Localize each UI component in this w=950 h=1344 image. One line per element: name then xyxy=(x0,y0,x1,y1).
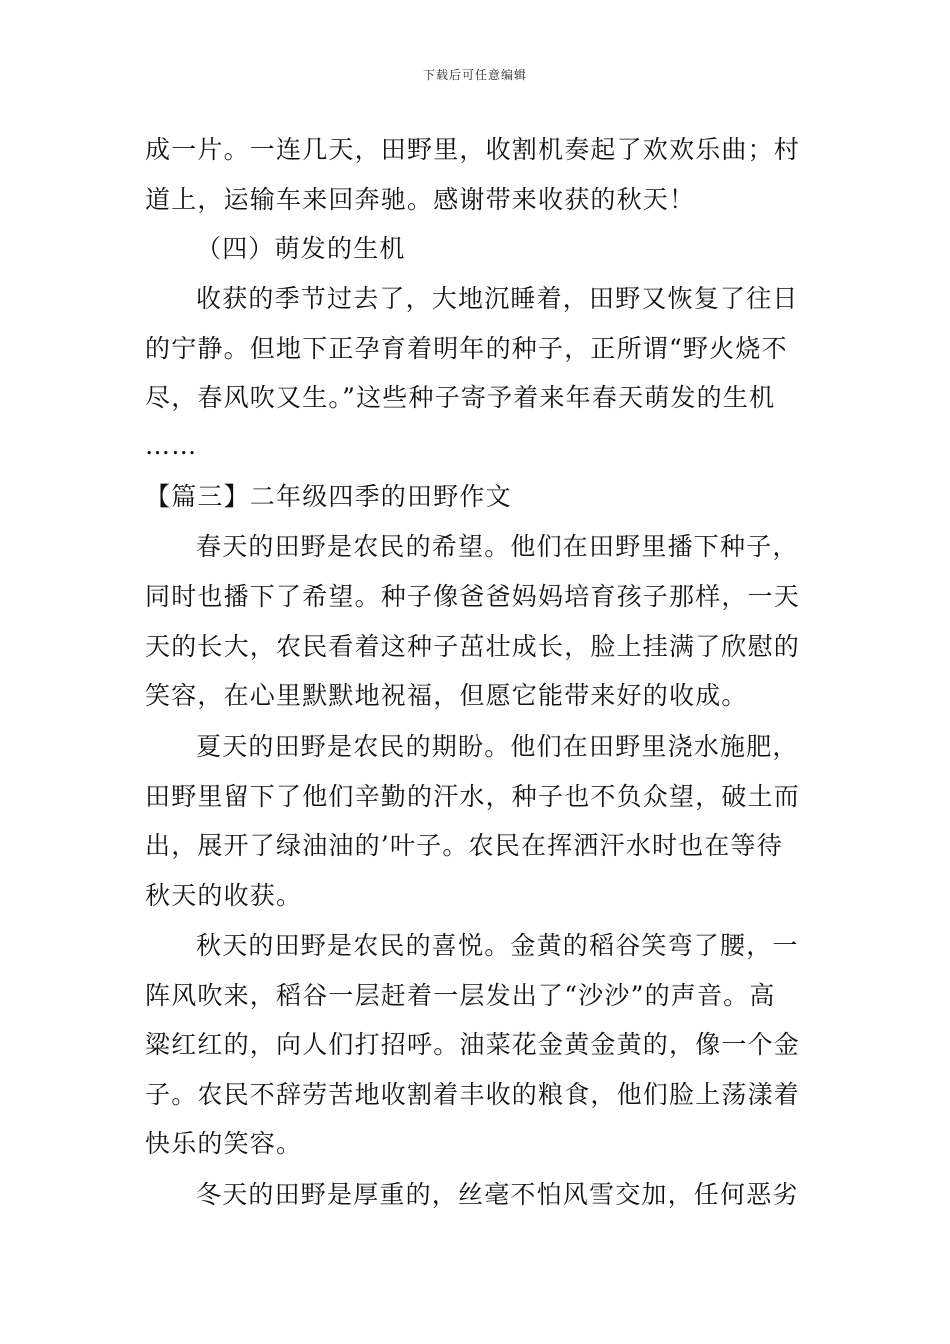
page-header: 下载后可任意编辑 xyxy=(422,68,527,82)
text-line: 道上，运输车来回奔驰。感谢带来收获的秋天！ xyxy=(145,185,696,214)
text-line: 秋天的收获。 xyxy=(145,881,303,910)
article-title: 【篇三】二年级四季的田野作文 xyxy=(145,482,512,511)
text-line: 秋天的田野是农民的喜悦。金黄的稻谷笑弯了腰，一 xyxy=(196,931,799,960)
text-line: 笑容，在心里默默地祝福，但愿它能带来好的收成。 xyxy=(145,681,748,710)
text-line: 夏天的田野是农民的期盼。他们在田野里浇水施肥， xyxy=(196,732,799,761)
text-line: 春天的田野是农民的希望。他们在田野里播下种子， xyxy=(196,532,799,561)
section-heading: （四）萌发的生机 xyxy=(196,234,406,263)
text-line: 冬天的田野是厚重的，丝毫不怕风雪交加，任何恶劣 xyxy=(196,1180,799,1209)
text-line: 子。农民不辞劳苦地收割着丰收的粮食，他们脸上荡漾着 xyxy=(145,1080,801,1109)
text-line: 阵风吹来，稻谷一层赶着一层发出了“沙沙”的声音。高 xyxy=(145,981,776,1010)
text-line: 的宁静。但地下正孕育着明年的种子，正所谓“野火烧不 xyxy=(145,334,788,363)
text-line: …… xyxy=(145,431,198,460)
text-line: 快乐的笑容。 xyxy=(145,1129,303,1158)
text-line: 同时也播下了希望。种子像爸爸妈妈培育孩子那样，一天 xyxy=(145,582,801,611)
text-line: 成一片。一连几天，田野里，收割机奏起了欢欢乐曲；村 xyxy=(145,135,801,164)
text-line: 尽，春风吹又生。”这些种子寄予着来年春天萌发的生机 xyxy=(145,383,776,412)
text-line: 出，展开了绿油油的’叶子。农民在挥洒汗水时也在等待 xyxy=(145,831,783,860)
text-line: 田野里留下了他们辛勤的汗水，种子也不负众望，破土而 xyxy=(145,782,801,811)
text-line: 收获的季节过去了，大地沉睡着，田野又恢复了往日 xyxy=(196,284,799,313)
text-line: 粱红红的，向人们打招呼。油菜花金黄金黄的，像一个金 xyxy=(145,1030,801,1059)
text-line: 天的长大，农民看着这种子茁壮成长，脸上挂满了欣慰的 xyxy=(145,632,801,661)
